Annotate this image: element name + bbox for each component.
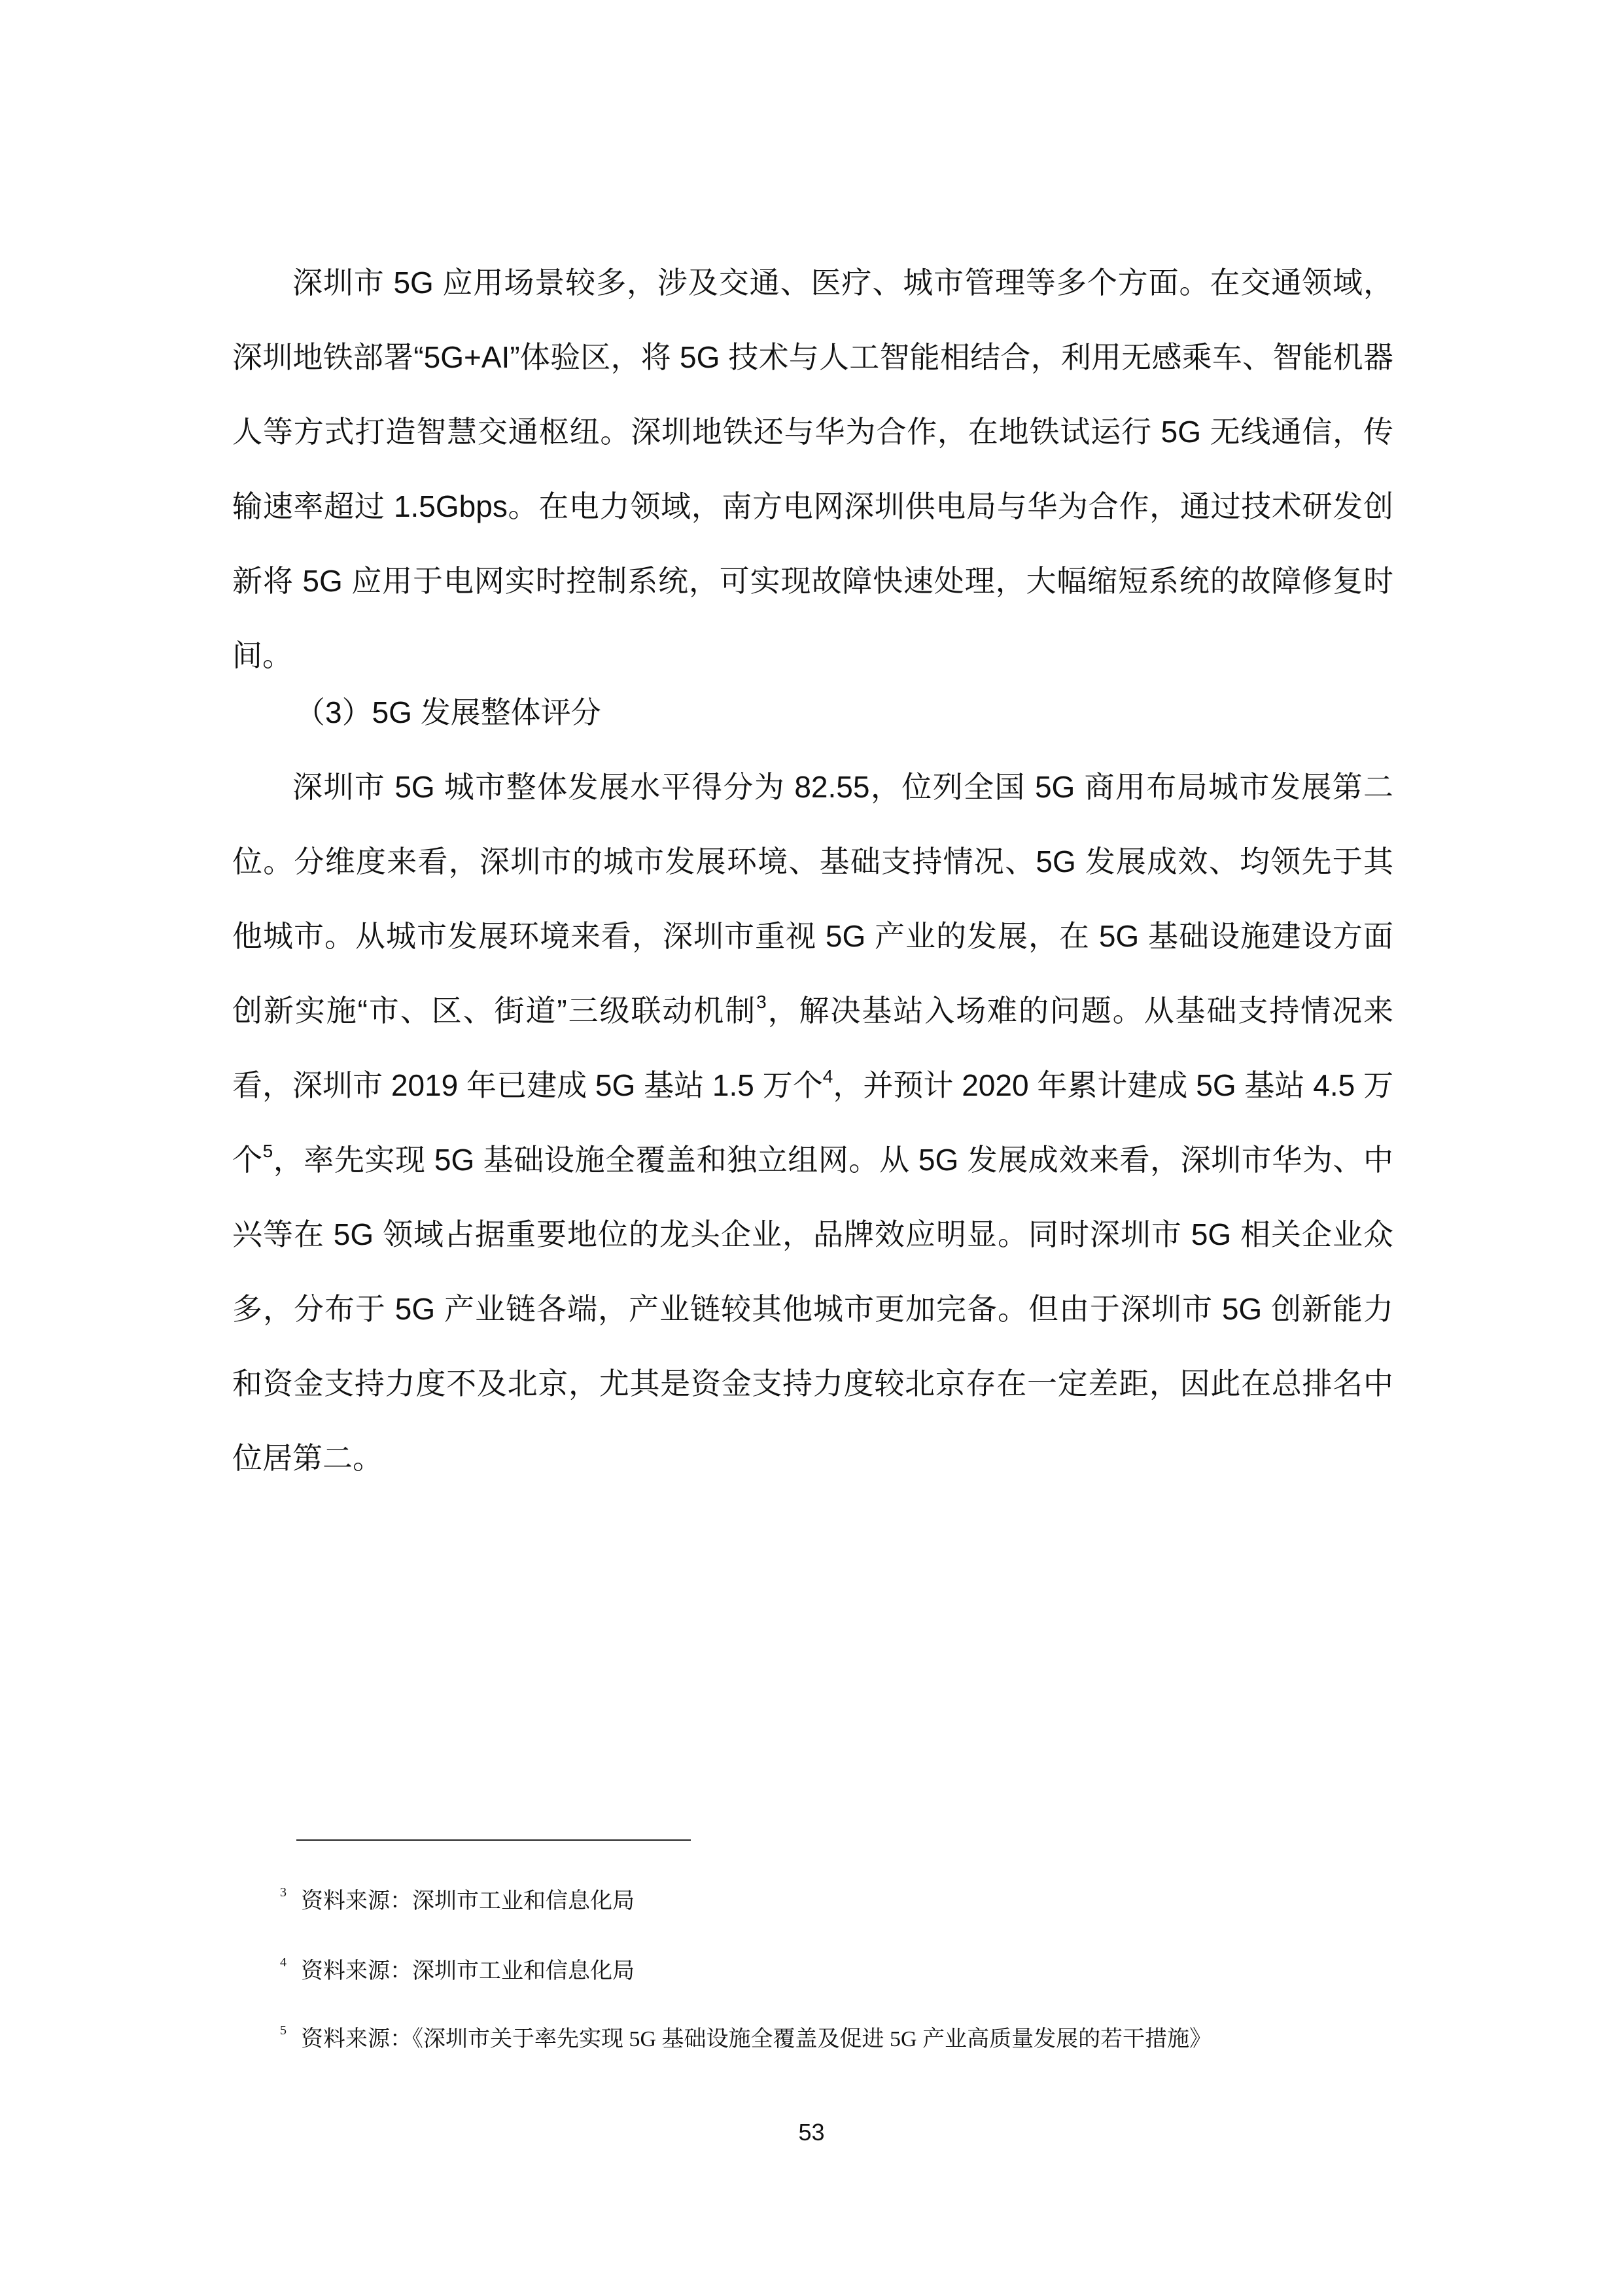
footnote-reference-4[interactable]: 4: [822, 1066, 833, 1087]
section-heading-5g-overall-score: （3）5G 发展整体评分: [295, 695, 601, 729]
footnote-separator-line: [296, 1839, 691, 1841]
page-number: 53: [798, 2119, 825, 2146]
footnote-5: [280, 2023, 1212, 2053]
paragraph-text-segment: ，率先实现 5G 基础设施全覆盖和独立组网。从 5G 发展成效来看，深圳市华为、中兴等在 5G 领域占据重要地位的龙头企业，品牌效应明显。同时深圳市 5G 相关企业众多，分布于 5G 产业链各端，产业链较其他城市更加完备。但由于深圳市 5G 创新能力和资金支持力度不及北京，尤其是资金支持力度较北京存在一定差距，因此在总排名中位居第二。: [232, 1143, 1393, 1475]
paragraph-5g-overall-score: [232, 750, 1393, 1495]
footnote-text: 资料来源：深圳市工业和信息化局: [301, 1959, 635, 1983]
paragraph-text-segment: ，解决基站入场难的问题。从基础支持情况来看，深圳市 2019 年已建成 5G 基站 1.5 万个: [232, 994, 1394, 1102]
footnote-reference-5[interactable]: 5: [262, 1140, 273, 1161]
paragraph-5g-applications: 深圳市 5G 应用场景较多，涉及交通、医疗、城市管理等多个方面。在交通领域，深圳地铁部署“5G+AI”体验区，将 5G 技术与人工智能相结合，利用无感乘车、智能机器人等方式打造智慧交通枢纽。深圳地铁还与华为合作，在地铁试运行 5G 无线通信，传输速率超过 1.5Gbps。在电力领域，南方电网深圳供电局与华为合作，通过技术研发创新将 5G 应用于电网实时控制系统，可实现故障快速处理，大幅缩短系统的故障修复时间。: [232, 266, 1393, 672]
footnote-3: [280, 1885, 635, 1915]
paragraph-text-segment: 深圳市 5G 城市整体发展水平得分为 82.55，位列全国 5G 商用布局城市发展第二位。分维度来看，深圳市的城市发展环境、基础支持情况、5G 发展成效、均领先于其他城市。从城市发展环境来看，深圳市重视 5G 产业的发展，在 5G 基础设施建设方面创新实施“市、区、街道”三级联动机制: [232, 770, 1393, 1028]
footnote-4: [280, 1955, 635, 1985]
footnote-text: 资料来源：《深圳市关于率先实现 5G 基础设施全覆盖及促进 5G 产业高质量发展的若干措施》: [301, 2027, 1212, 2051]
footnote-text: 资料来源：深圳市工业和信息化局: [301, 1889, 635, 1913]
footnote-mark: 5: [280, 2023, 287, 2038]
paragraph-text-segment: ，并预计 2020 年累计建成 5G 基站 4.5 万个: [232, 1068, 1393, 1177]
footnote-reference-3[interactable]: 3: [756, 991, 767, 1012]
footnote-mark: 4: [280, 1955, 287, 1970]
footnote-mark: 3: [280, 1885, 287, 1900]
